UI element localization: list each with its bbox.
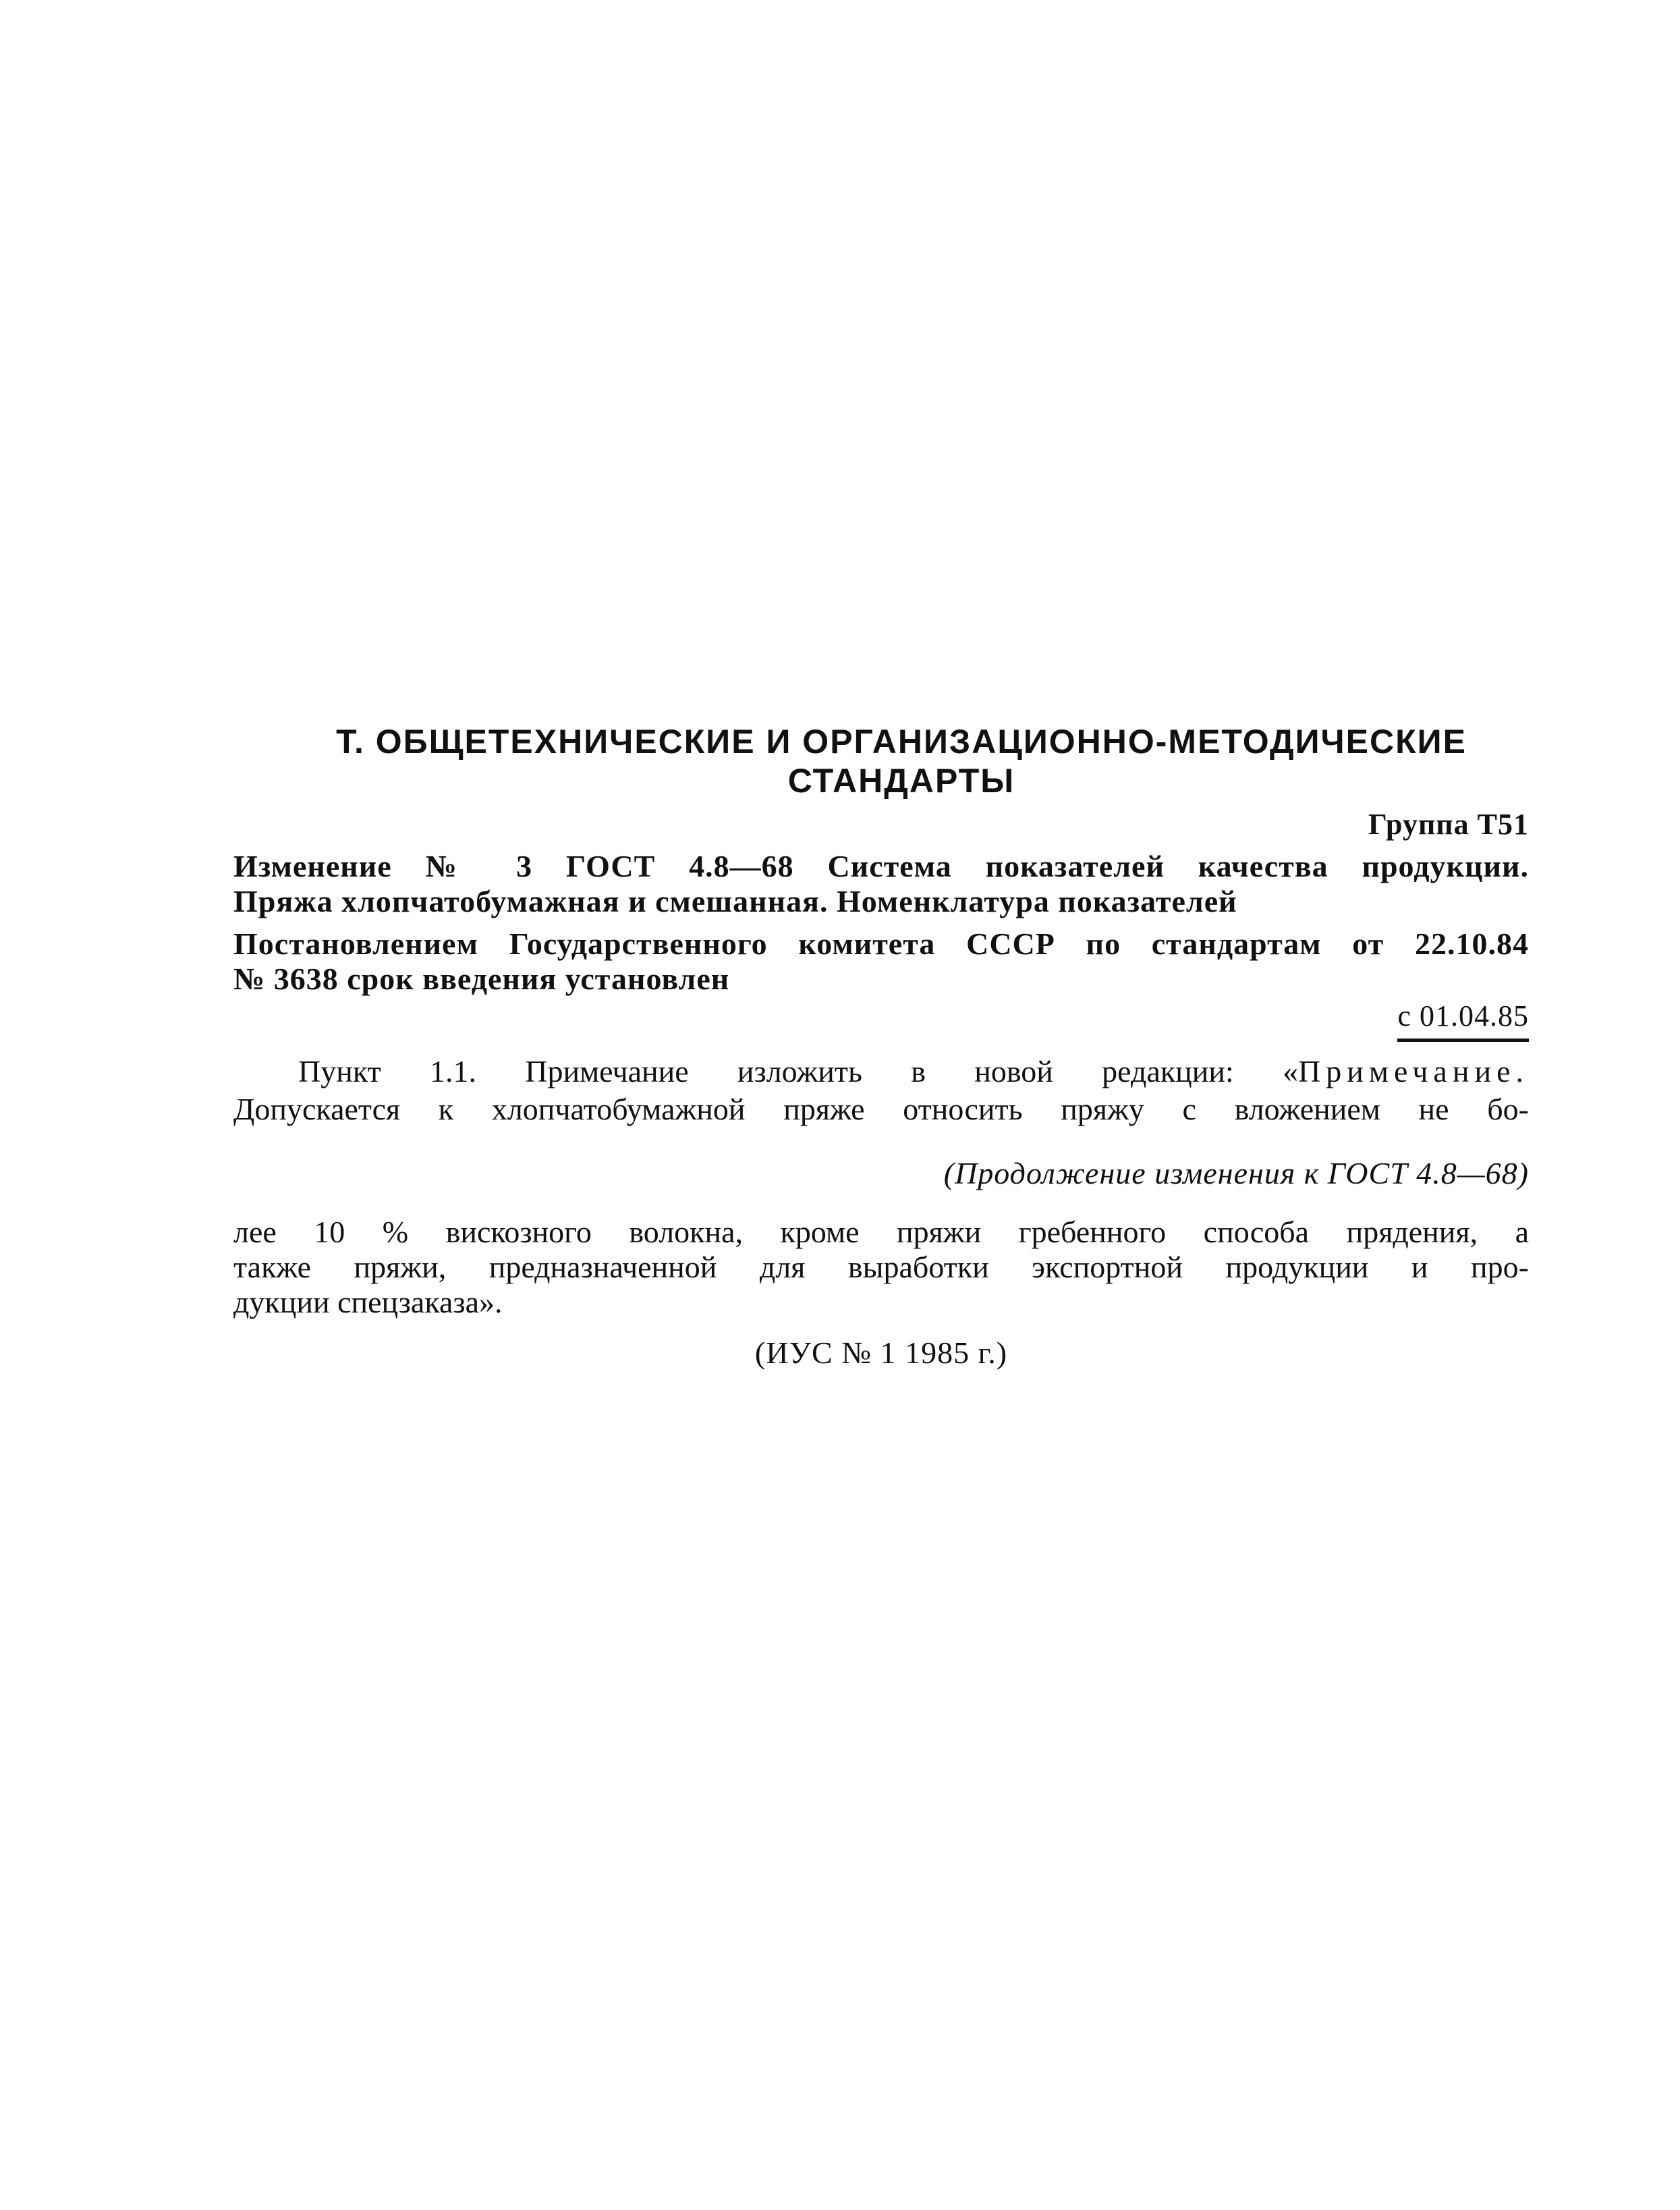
group-label: Группа Т51 bbox=[1368, 808, 1529, 841]
source-reference: (ИУС № 1 1985 г.) bbox=[754, 1335, 1008, 1370]
change-title-line-2: Пряжа хлопчатобумажная и смешанная. Номенклатура показателей bbox=[233, 884, 1237, 918]
paragraph-2-line-1: лее 10 % вискозного волокна, кроме пряжи гребенного способа прядения, а bbox=[233, 1215, 1529, 1249]
section-title-line-1: Т. ОБЩЕТЕХНИЧЕСКИЕ И ОРГАНИЗАЦИОННО-МЕТОДИЧЕСКИЕ bbox=[336, 723, 1467, 761]
section-title-line-2: СТАНДАРТЫ bbox=[787, 762, 1015, 800]
paragraph-2-line-2: также пряжи, предназначенной для выработки экспортной продукции и про- bbox=[233, 1250, 1529, 1284]
paragraph-2-line-3: дукции спецзаказа». bbox=[233, 1285, 503, 1319]
change-title-line-1: Изменение № 3 ГОСТ 4.8—68 Система показателей качества продукции. bbox=[233, 849, 1529, 883]
decree-text bbox=[233, 927, 1529, 997]
decree-line-2: № 3638 срок введения установлен bbox=[233, 962, 730, 996]
paragraph-1 bbox=[233, 1053, 1529, 1128]
change-title bbox=[233, 849, 1529, 919]
paragraph-1-line-1-text: Пункт 1.1. Примечание изложить в новой редакции: « bbox=[298, 1054, 1299, 1088]
section-title bbox=[233, 722, 1529, 800]
effective-date: с 01.04.85 bbox=[1397, 999, 1529, 1042]
paragraph-2 bbox=[233, 1215, 1529, 1320]
continuation-note: (Продолжение изменения к ГОСТ 4.8—68) bbox=[943, 1156, 1529, 1190]
paragraph-1-line-1 bbox=[233, 1053, 1529, 1090]
paragraph-1-line-2: Допускается к хлопчатобумажной пряже относить пряжу с вложением не бо- bbox=[233, 1092, 1529, 1126]
note-label: Примечание. bbox=[1298, 1054, 1529, 1088]
decree-line-1: Постановлением Государственного комитета СССР по стандартам от 22.10.84 bbox=[233, 927, 1529, 961]
